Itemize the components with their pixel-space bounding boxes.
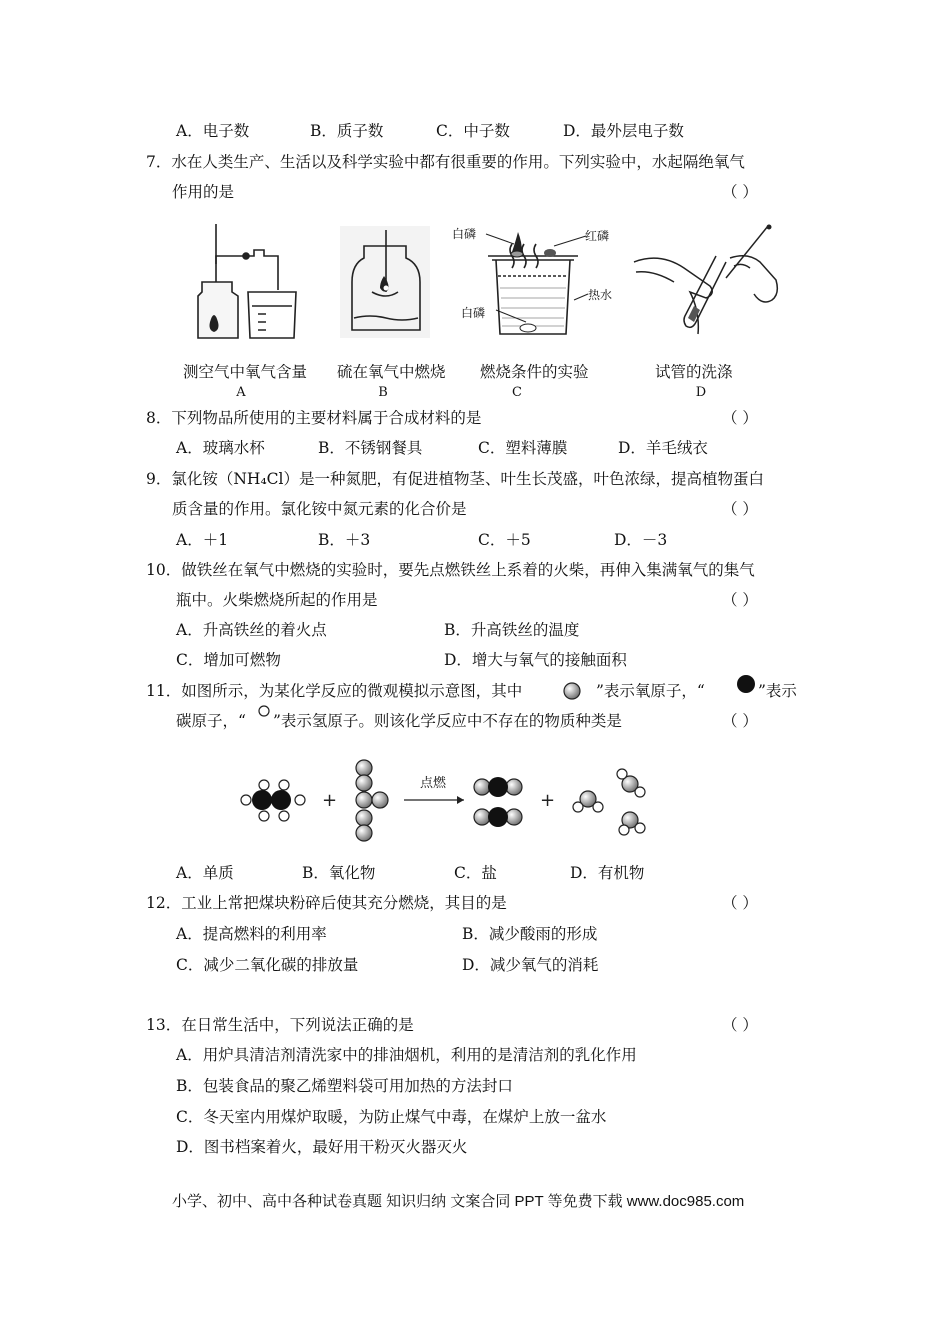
- figure-d-apparatus: [630, 222, 780, 340]
- carbon-atom-legend-icon: [735, 673, 757, 695]
- label-red-phosphorus: 红磷: [585, 229, 610, 243]
- q7-stem-line1: 7．水在人类生产、生活以及科学实验中都有很重要的作用。下列实验中，水起隔绝氧气: [146, 153, 745, 171]
- q11-stem-line1a: 11．如图所示，为某化学反应的微观模拟示意图，其中: [146, 682, 523, 700]
- q6-option-c: C．中子数: [436, 122, 510, 140]
- figure-c-caption: 燃烧条件的实验: [480, 363, 589, 381]
- q8-option-d: D．羊毛绒衣: [618, 439, 708, 457]
- q10-stem-line1: 10．做铁丝在氧气中燃烧的实验时，要先点燃铁丝上系着的火柴，再伸入集满氧气的集气: [146, 561, 755, 579]
- q10-option-c: C．增加可燃物: [176, 651, 281, 669]
- figure-b-apparatus: [340, 226, 430, 338]
- q9-option-d: D．－3: [614, 531, 668, 549]
- plus-sign-2: +: [540, 790, 556, 811]
- product-water-molecules: [573, 769, 645, 835]
- q6-option-d: D．最外层电子数: [563, 122, 684, 140]
- reaction-condition-label: 点燃: [420, 776, 447, 791]
- q10-option-a: A．升高铁丝的着火点: [176, 621, 327, 639]
- q10-option-d: D．增大与氧气的接触面积: [444, 651, 627, 669]
- q11-option-a: A．单质: [176, 864, 234, 882]
- q11-stem-line2a: 碳原子，“: [176, 712, 246, 730]
- q11-answer-paren: （ ）: [722, 712, 758, 730]
- label-hot-water: 热水: [588, 288, 613, 302]
- q7-answer-paren: （ ）: [722, 183, 758, 201]
- q9-stem-line1: 9．氯化铵（NH₄Cl）是一种氮肥，有促进植物茎、叶生长茂盛，叶色浓绿，提高植物蛋白: [146, 470, 764, 488]
- reaction-diagram: [236, 754, 656, 846]
- figure-a-apparatus: [192, 222, 300, 344]
- q9-option-a: A．＋1: [176, 531, 229, 549]
- q11-option-c: C．盐: [454, 864, 497, 882]
- q10-option-b: B．升高铁丝的温度: [444, 621, 580, 639]
- figure-b-caption: 硫在氧气中燃烧: [337, 363, 446, 381]
- q8-option-c: C．塑料薄膜: [478, 439, 568, 457]
- q9-option-c: C．＋5: [478, 531, 531, 549]
- figure-d-caption: 试管的洗涤: [655, 363, 733, 381]
- q13-option-b: B．包装食品的聚乙烯塑料袋可用加热的方法封口: [176, 1077, 513, 1095]
- plus-sign-1: +: [322, 790, 338, 811]
- hydrogen-atom-legend-icon: [257, 704, 271, 718]
- q6-option-b: B．质子数: [310, 122, 384, 140]
- reactant-molecule-1: [241, 780, 305, 821]
- q13-option-c: C．冬天室内用煤炉取暖，为防止煤气中毒，在煤炉上放一盆水: [176, 1108, 607, 1126]
- q9-answer-paren: （ ）: [722, 500, 758, 518]
- q11-stem-line1b: ”表示氧原子，“: [596, 682, 705, 700]
- q7-stem-line2: 作用的是: [172, 183, 235, 201]
- figure-c-pointer-lines: [470, 226, 600, 326]
- label-white-phosphorus-top: 白磷: [452, 227, 477, 241]
- q6-option-a: A．电子数: [176, 122, 250, 140]
- page-footer: 小学、初中、高中各种试卷真题 知识归纳 文案合同 PPT 等免费下载 www.doc985.com: [172, 1193, 745, 1210]
- q10-stem-line2: 瓶中。火柴燃烧所起的作用是: [176, 591, 378, 609]
- q11-stem-line2b: ”表示氢原子。则该化学反应中不存在的物质种类是: [273, 712, 622, 730]
- reaction-arrow: [404, 796, 464, 804]
- q12-option-d: D．减少氧气的消耗: [462, 956, 599, 974]
- q11-option-b: B．氧化物: [302, 864, 376, 882]
- q10-answer-paren: （ ）: [722, 591, 758, 609]
- q11-stem-line1c: ”表示: [758, 682, 797, 700]
- figure-a-caption: 测空气中氧气含量: [183, 363, 308, 381]
- q8-answer-paren: （ ）: [722, 409, 758, 427]
- q12-answer-paren: （ ）: [722, 894, 758, 912]
- figure-a-letter: A: [236, 385, 246, 400]
- q12-option-c: C．减少二氧化碳的排放量: [176, 956, 359, 974]
- q13-option-d: D．图书档案着火，最好用干粉灭火器灭火: [176, 1138, 468, 1156]
- figure-c-letter: C: [512, 385, 522, 400]
- figure-b-letter: B: [378, 385, 388, 400]
- q13-stem: 13．在日常生活中，下列说法正确的是: [146, 1016, 414, 1034]
- q13-answer-paren: （ ）: [722, 1016, 758, 1034]
- q8-stem: 8．下列物品所使用的主要材料属于合成材料的是: [146, 409, 482, 427]
- q13-option-a: A．用炉具清洁剂清洗家中的排油烟机，利用的是清洁剂的乳化作用: [176, 1046, 637, 1064]
- label-white-phosphorus-bottom: 白磷: [461, 306, 486, 320]
- q8-option-b: B．不锈钢餐具: [318, 439, 423, 457]
- q12-option-b: B．减少酸雨的形成: [462, 925, 598, 943]
- q9-option-b: B．＋3: [318, 531, 371, 549]
- q9-stem-line2: 质含量的作用。氯化铵中氮元素的化合价是: [172, 500, 467, 518]
- q11-option-d: D．有机物: [570, 864, 645, 882]
- q12-stem: 12．工业上常把煤块粉碎后使其充分燃烧，其目的是: [146, 894, 507, 912]
- product-co2-molecules: [474, 777, 522, 827]
- oxygen-atom-legend-icon: [562, 681, 582, 701]
- figure-d-letter: D: [695, 385, 707, 400]
- q8-option-a: A．玻璃水杯: [176, 439, 265, 457]
- q12-option-a: A．提高燃料的利用率: [176, 925, 327, 943]
- reactant-oxygen-molecules: [356, 760, 388, 841]
